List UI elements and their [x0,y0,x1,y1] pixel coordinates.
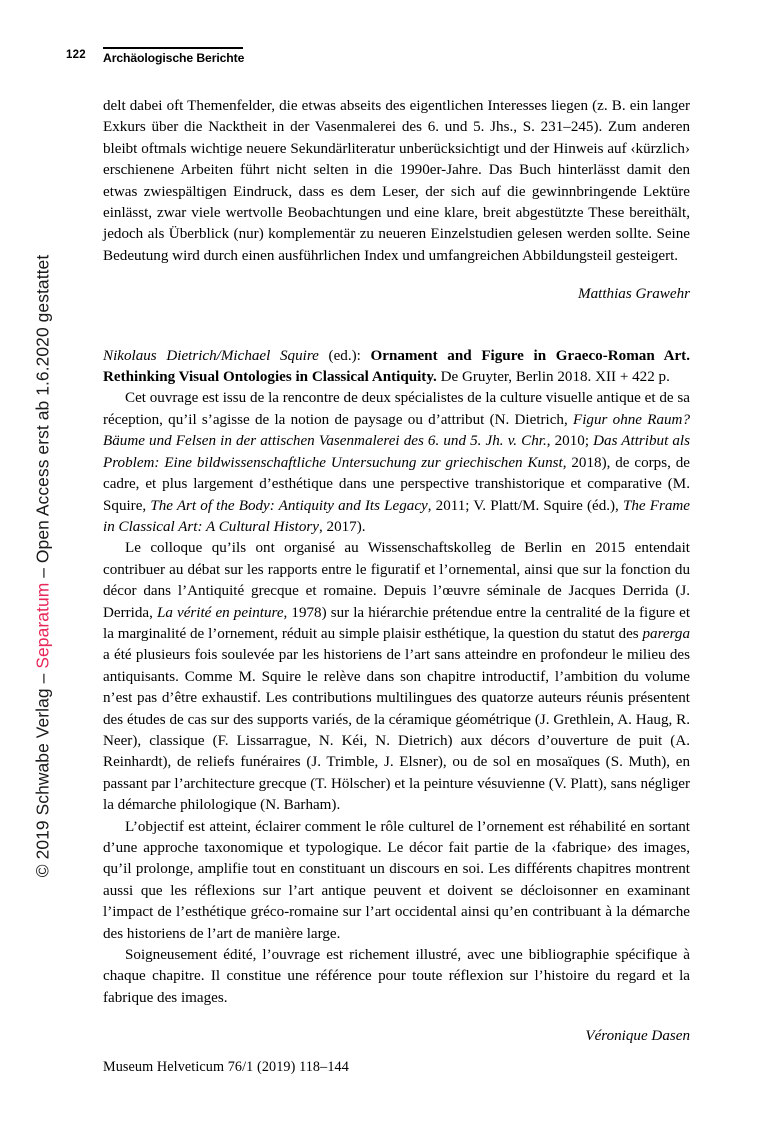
copyright-suffix: – Open Access erst ab 1.6.2020 gestattet [32,254,53,583]
review-continuation-paragraph: delt dabei oft Themenfelder, die etwas abseits des eigentlichen Interesses liegen (z. B. ein langer Exkurs über die Nacktheit in der Vasenmalerei des 6. und 5. Jhs., S. 231–245). Zum anderen bleibt oftmals wichtige neuere Sekundärliteratur unberücksichtigt und der Hinweis auf ‹kürzlich› erschienene Arbeiten führt nicht selten in die 1990er-Jahre. Das Buch hinterlässt damit den etwas zwiespältigen Eindruck, dass es dem Leser, der sich auf die gewinnbringende Lektüre einlässt, zwar viele wertvolle Beobachtungen und eine klare, breit abgestützte These bereithält, jedoch als Überblick (nur) komplementär zu neueren Einzelstudien gelesen werden sollte. Seine Bedeutung wird durch einen ausführlichen Index und umfangreichen Abbildungsteil gesteigert. [103,98,690,264]
running-head-title: Archäologische Berichte [103,51,245,65]
review-2-signature: Véronique Dasen [585,1028,690,1045]
review-2-paragraph-4: Soigneusement édité, l’ouvrage est richement illustré, avec une bibliographie spécifique à chaque chapitre. Il constitue une référence pour toute réflexion sur l’histoire du regard et la fabrique des images. [103,947,690,1006]
running-head-rule [103,47,243,49]
book-imprint: De Gruyter, Berlin 2018. XII + 422 p. [436,369,670,386]
section-gap [103,306,690,346]
page-number: 122 [66,49,86,61]
review-2-paragraph-2: Le colloque qu’ils ont organisé au Wissenschaftskolleg de Berlin en 2015 entendait contribuer au débat sur les rapports entre le figuratif et l’ornemental, ainsi que sur la fonction du décor dans l’Antiquité grecque et romaine. Depuis l’œuvre séminale de Jacques Derrida (J. Derrida, La vérité en peinture, 1978) sur la hiérarchie prétendue entre la centralité de la figure et la marginalité de l’ornement, réduit au simple plaisir esthétique, la question du statut des parerga a été plusieurs fois soulevée par les historiens de l’art sans atteindre en profondeur le milieu des antiquisants. Comme M. Squire le relève dans son chapitre introductif, l’ambition du volume n’est pas d’être exhaustif. Les contributions multilingues des quatorze auteurs réunis présentent des études de cas sur des supports variés, de la céramique géométrique (J. Grethlein, A. Haug, R. Neer), classique (F. Lissarrague, N. Kéi, N. Dietrich) aux décors d’ouverture de puit (A. Reinhardt), de reliefs funéraires (J. Trimble, J. Elsner), ou de sol en mosaïques (S. Muth), en passant par l’architecture grecque (T. Hölscher) et la peinture vésuvienne (V. Platt), sans négliger la démarche philologique (N. Barham). [103,540,691,814]
copyright-sidebar [0,0,86,1131]
copyright-vertical-text [33,0,54,1131]
copyright-prefix: © 2019 Schwabe Verlag – [32,668,53,877]
footer-citation: Museum Helveticum 76/1 (2019) 118–144 [103,1059,349,1075]
book-reference-heading [103,346,690,389]
book-authors: Nikolaus Dietrich/Michael Squire [103,347,319,364]
book-editor-note: (ed.): [318,347,371,364]
review-2-paragraph-1: Cet ouvrage est issu de la rencontre de deux spécialistes de la culture visuelle antique et de sa réception, qu’il s’agisse de la notion de paysage ou d’attribut (N. Dietrich, Figur ohne Raum? Bäume und Felsen in der attischen Vasenmalerei des 6. und 5. Jh. v. Chr., 2010; Das Attribut als Problem: Eine bildwissenschaftliche Untersuchung zur griechischen Kunst, 2018), de corps, de cadre, et plus largement d’esthétique dans une perspective transhistorique et comparative (M. Squire, The Art of the Body: Antiquity and Its Legacy, 2011; V. Platt/M. Squire (éd.), The Frame in Classical Art: A Cultural History, 2017). [103,390,691,535]
running-head [66,47,686,69]
review-1-signature: Matthias Grawehr [578,286,690,303]
review-2-paragraph-3: L’objectif est atteint, éclairer comment le rôle culturel de l’ornement est réhabilité en sortant d’une approche taxonomique et typologique. Le décor fait partie de la ‹fabrique› des images, qu’il prolonge, amplifie tout en constituant un discours en soi. Les différents chapitres montrent aussi que les réflexions sur l’art antique peuvent et doivent se décloisonner en examinant l’impact de l’esthétique gréco-romaine sur l’art occidental ainsi qu’en contribuant à la démarche des historiens de l’art de manière large. [103,818,690,942]
text-column [103,96,690,1048]
book-title: Ornament and Figure in Graeco-Roman Art. Rethinking Visual Ontologies in Classical Antiquity. [103,347,690,386]
separatum-label: Separatum [32,582,53,669]
